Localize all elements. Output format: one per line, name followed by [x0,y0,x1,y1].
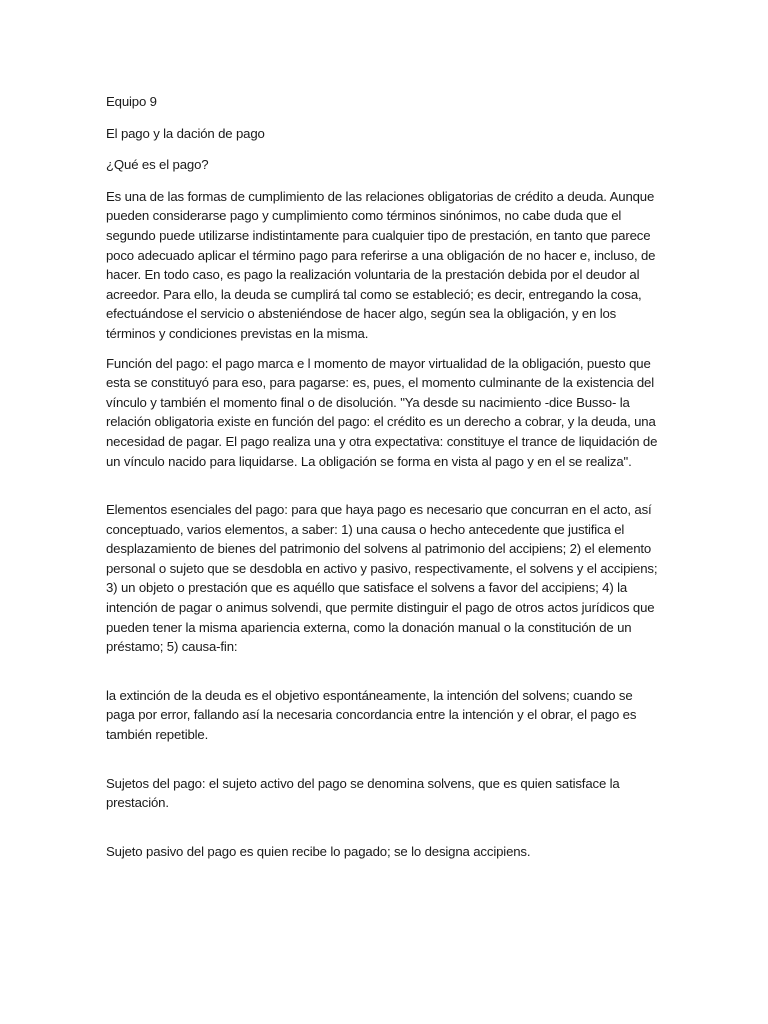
paragraph-elements: Elementos esenciales del pago: para que haya pago es necesario que concurran en el acto, así conceptuado, varios elementos, a saber: 1) una causa o hecho antecedente que justifica el desplazamiento de bienes del patrimonio del solvens al patrimonio del accipiens; 2) el elemento personal o sujeto que se desdobla en activo y pasivo, respectivamente, el solvens y el accipiens; 3) un objeto o prestación que es aquéllo que satisface el solvens a favor del accipiens; 4) la intención de pagar o animus solvendi, que permite distinguir el pago de otros actos jurídicos que pueden tener la misma apariencia externa, como la donación manual o la constitución de un préstamo; 5) causa-fin: [106,502,658,655]
paragraph-passive-subject: Sujeto pasivo del pago es quien recibe lo pagado; se lo designa accipiens. [106,843,531,859]
document-body [106,92,662,861]
paragraph-definition: Es una de las formas de cumplimiento de las relaciones obligatorias de crédito a deuda. Aunque pueden considerarse pago y cumplimiento como términos sinónimos, no cabe duda que el segundo puede utilizarse indistintamente para cualquier tipo de prestación, en tanto que parece poco adecuado aplicar el término pago para referirse a una obligación de no hacer e, incluso, de hacer. En todo caso, es pago la realización voluntaria de la prestación debida por el deudor al acreedor. Para ello, la deuda se cumplirá tal como se estableció; es decir, entregando la cosa, efectuándose el servicio o absteniéndose de hacer algo, según sea la obligación, y en los términos y condiciones previstas en la misma. [106,188,656,341]
document-title: El pago y la dación de pago [106,125,265,141]
team-label: Equipo 9 [106,94,157,109]
paragraph-function: Función del pago: el pago marca e l momento de mayor virtualidad de la obligación, puesto que esta se constituyó para eso, para pagarse: es, pues, el momento culminante de la existencia del vínculo y también el momento final o de disolución. "Ya desde su nacimiento -dice Busso- la relación obligatoria existe en función del pago: el crédito es un derecho a cobrar, y la deuda, una necesidad de pagar. El pago realiza una y otra expectativa: constituye el trance de liquidación de un vínculo nacido para liquidarse. La obligación se forma en vista al pago y en el se realiza". [106,355,658,469]
paragraph-cause: la extinción de la deuda es el objetivo espontáneamente, la intención del solvens; cuando se paga por error, fallando así la necesaria concordancia entre la intención y el obrar, el pago es también repetible. [106,687,637,743]
paragraph-active-subject: Sujetos del pago: el sujeto activo del pago se denomina solvens, que es quien satisface la prestación. [106,775,620,811]
section-question: ¿Qué es el pago? [106,157,209,173]
